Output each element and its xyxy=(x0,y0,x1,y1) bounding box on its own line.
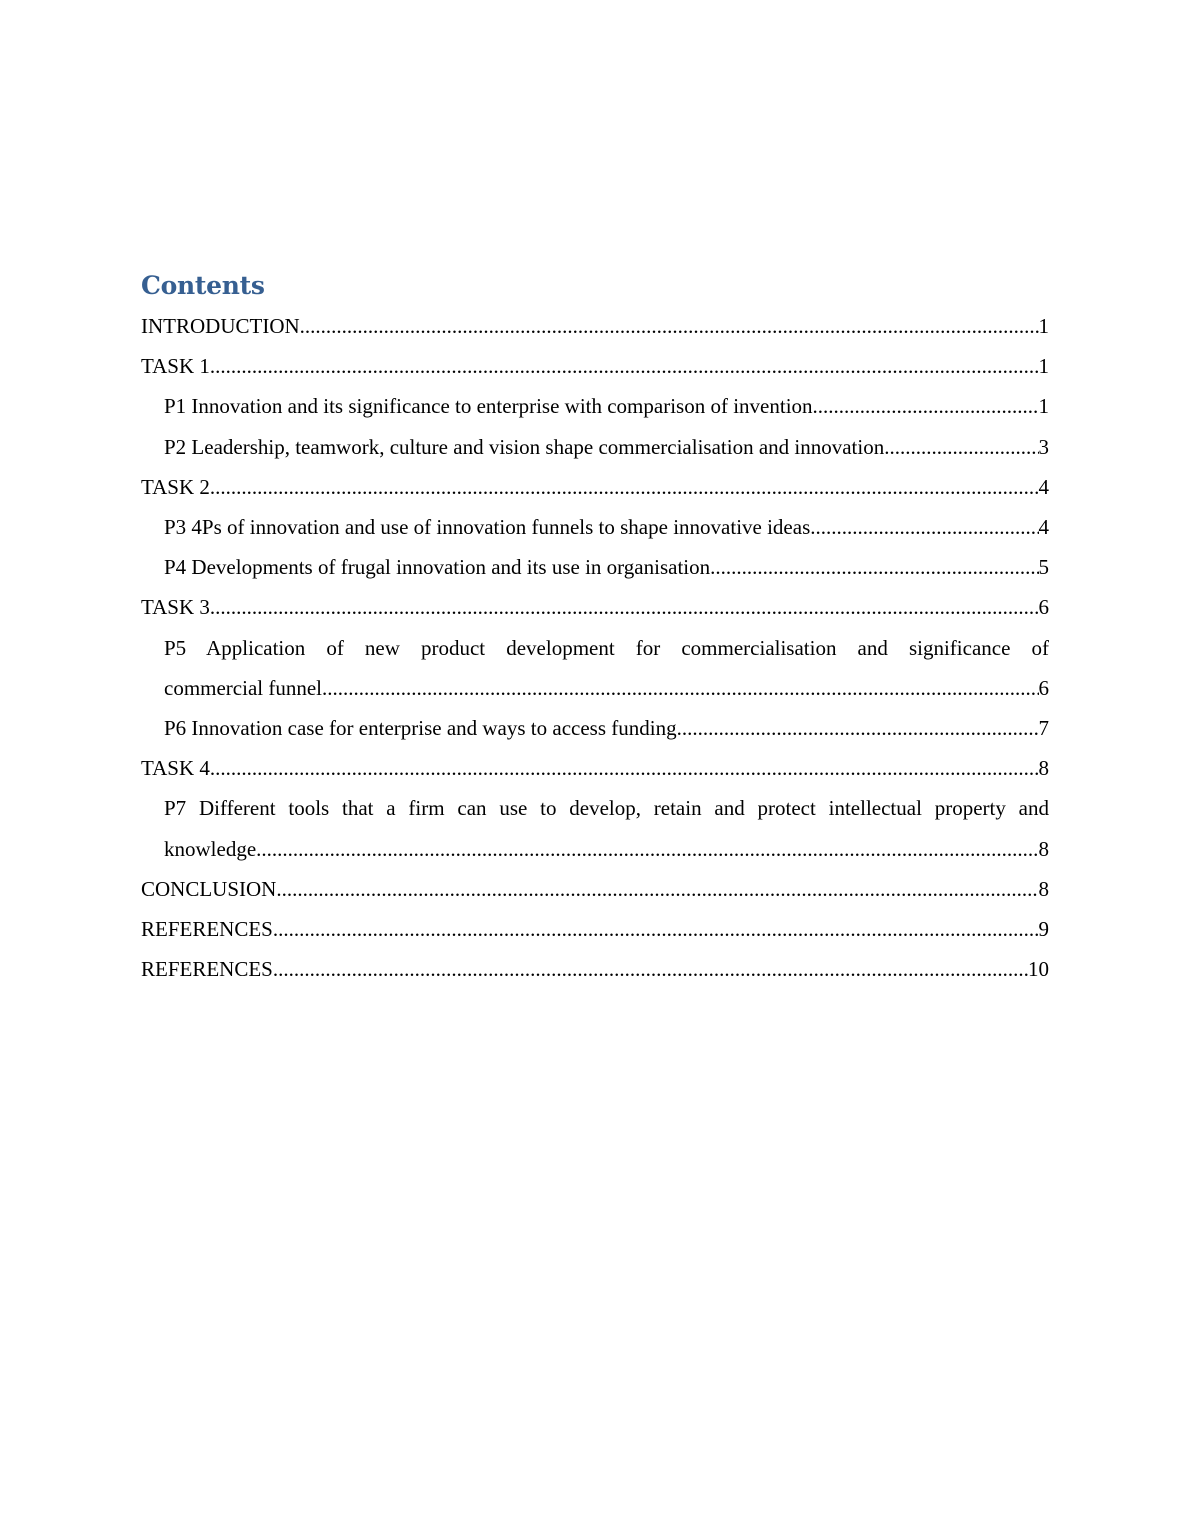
toc-entry-title: P4 Developments of frugal innovation and its use in organisation xyxy=(164,555,711,580)
toc-entry-task-1[interactable] xyxy=(141,346,1049,386)
toc-heading: Contents xyxy=(141,271,265,300)
toc-entry-p7[interactable] xyxy=(141,788,1049,868)
toc-entry-task-2[interactable] xyxy=(141,467,1049,507)
toc-entry-title: REFERENCES xyxy=(141,957,273,982)
dot-leader xyxy=(300,306,1039,346)
toc-entry-references-2[interactable] xyxy=(141,949,1049,989)
toc-page-number: 3 xyxy=(1038,434,1049,459)
toc-page-number: 10 xyxy=(1028,957,1049,982)
toc-entry-p6[interactable] xyxy=(141,708,1049,748)
toc-entry-title: TASK 1 xyxy=(141,354,210,379)
dot-leader xyxy=(273,949,1028,989)
toc-page-number: 4 xyxy=(1038,515,1049,540)
dot-leader xyxy=(710,547,1038,587)
toc-entry-title: INTRODUCTION xyxy=(141,314,300,338)
toc-entry-title-line-1: P7 Different tools that a firm can use to develop, retain and protect intellectual property and xyxy=(164,796,1049,821)
toc-page-number: 5 xyxy=(1038,555,1049,580)
dot-leader xyxy=(810,507,1038,547)
dot-leader xyxy=(276,869,1038,909)
dot-leader xyxy=(813,386,1039,426)
dot-leader xyxy=(210,748,1039,788)
dot-leader xyxy=(210,587,1039,627)
toc-entry-last-line xyxy=(164,668,1049,708)
toc-page-number: 8 xyxy=(1038,836,1049,861)
toc-page-number: 1 xyxy=(1038,354,1049,379)
toc-entry-title: P3 4Ps of innovation and use of innovation funnels to shape innovative ideas xyxy=(164,515,811,540)
toc-entry-title: P2 Leadership, teamwork, culture and vision shape commercialisation and innovation xyxy=(164,434,885,459)
toc-entry-title: TASK 3 xyxy=(141,595,210,620)
dot-leader xyxy=(256,829,1038,869)
toc-page-number: 1 xyxy=(1038,314,1049,338)
toc-entry-p4[interactable] xyxy=(141,547,1049,587)
toc-entry-task-4[interactable] xyxy=(141,748,1049,788)
toc-entry-conclusion[interactable] xyxy=(141,869,1049,909)
dot-leader xyxy=(677,708,1039,748)
toc-entry-p3[interactable] xyxy=(141,507,1049,547)
toc-entry-title-line-1: P5 Application of new product development for commercialisation and significance of xyxy=(164,635,1049,660)
toc-entry-last-line xyxy=(164,829,1049,869)
dot-leader xyxy=(884,427,1038,467)
toc-entry-p2[interactable] xyxy=(141,427,1049,467)
toc-entry-title: CONCLUSION xyxy=(141,876,277,901)
toc-entry-title: P6 Innovation case for enterprise and ways to access funding xyxy=(164,716,677,741)
toc-page-number: 7 xyxy=(1038,716,1049,741)
toc-entry-task-3[interactable] xyxy=(141,587,1049,627)
toc-page-number: 8 xyxy=(1038,876,1049,901)
toc-entry-title: TASK 4 xyxy=(141,756,210,781)
toc-entry-title-line-2: commercial funnel xyxy=(164,675,323,700)
dot-leader xyxy=(210,346,1039,386)
toc-entry-p5[interactable] xyxy=(141,628,1049,708)
toc-page-number: 1 xyxy=(1038,394,1049,419)
dot-leader xyxy=(273,909,1039,949)
dot-leader xyxy=(210,467,1039,507)
dot-leader xyxy=(322,668,1038,708)
toc-page-number: 4 xyxy=(1038,474,1049,499)
toc-entry-title: TASK 2 xyxy=(141,474,210,499)
toc-entry-p1[interactable] xyxy=(141,386,1049,426)
toc-page-number: 6 xyxy=(1038,675,1049,700)
toc-entry-references[interactable] xyxy=(141,909,1049,949)
toc-page-number: 6 xyxy=(1038,595,1049,620)
toc-entry-title: REFERENCES xyxy=(141,917,273,942)
toc-page-number: 9 xyxy=(1038,917,1049,942)
toc-entry-title: P1 Innovation and its significance to enterprise with comparison of invention xyxy=(164,394,813,419)
table-of-contents xyxy=(141,306,1049,989)
toc-entry-title-line-2: knowledge xyxy=(164,836,257,861)
toc-page-number: 8 xyxy=(1038,756,1049,781)
toc-entry-introduction[interactable] xyxy=(141,306,1049,346)
document-page xyxy=(141,266,1049,989)
